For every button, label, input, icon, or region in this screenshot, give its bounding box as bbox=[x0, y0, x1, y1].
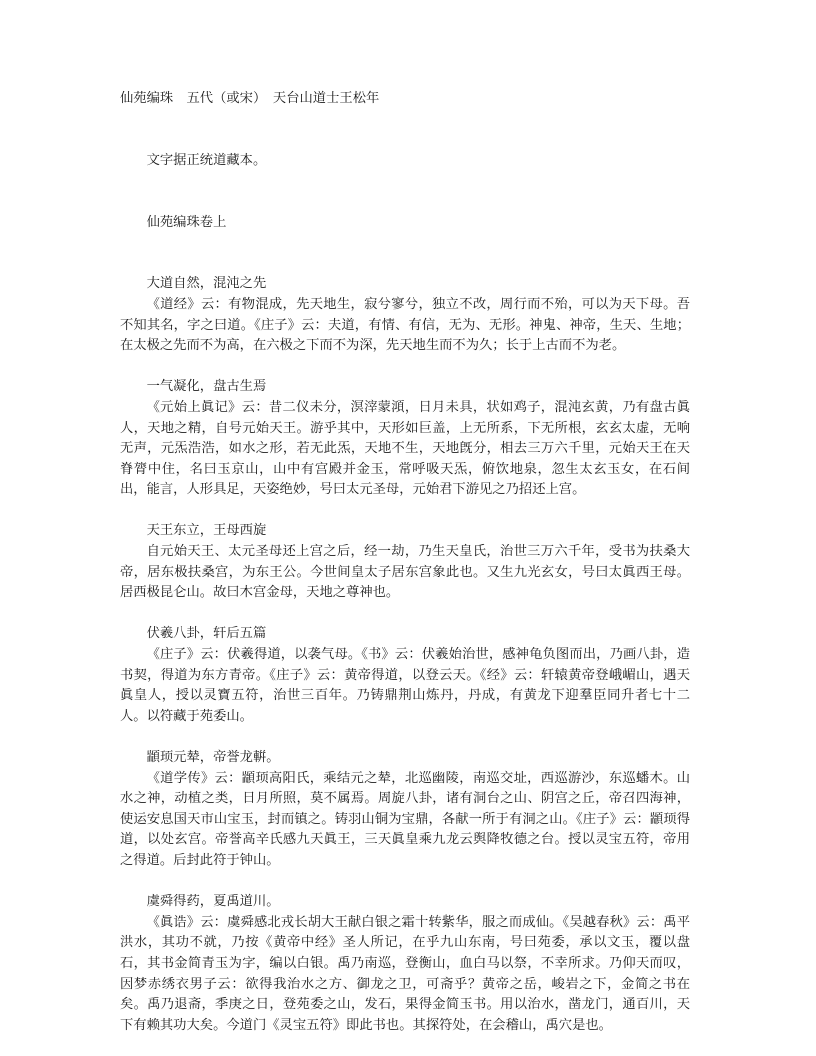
section-heading: 虞舜得药，夏禹道川。 bbox=[146, 893, 280, 909]
section-paragraph: 《道学传》云：顓顼高阳氏，乘结元之辇，北巡幽陵，南巡交址，西巡游沙，东巡蟠木。山水之神，动植之类，日月所照，莫不属焉。周旋八卦，诸有洞台之山、阴宫之丘，帝召四海神，使运安息国天市山宝玉，封而镇之。铸羽山铜为宝鼎，各献一所于有洞之山。《庄子》云：顓顼得道，以处玄宫。帝誉高辛氏感九天眞王，三天眞皇乘九龙云舆降牧德之台。授以灵宝五符，帝用之得道。后封此符于钟山。 bbox=[120, 769, 690, 867]
section-paragraph: 《道经》云：有物混成，先天地生，寂兮寥兮，独立不改，周行而不殆，可以为天下母。吾不知其名，字之曰道。《庄子》云：夫道，有情、有信，无为、无形。神鬼、神帝，生天、生地；在太极之先而不为高，在六极之下而不为深，先天地生而不为久；长于上古而不为老。 bbox=[120, 295, 690, 353]
section-paragraph: 《元始上眞记》云：昔二仪未分，溟滓蒙澒，日月未具，状如鸡子，混沌玄黄，乃有盘古眞人，天地之精，自号元始天王。游乎其中，天形如巨盖，上无所系，下无所根，玄玄太虚，无响无声，元炁浩浩，如水之形，若无此炁，天地不生，天地旣分，相去三万六千里，元始天王在天脊膂中住，名曰玉京山，山中有宫殿并金玉，常呼吸天炁，俯饮地泉，忽生太玄玉女，在石间出，能言，人形具足，天姿绝妙，号曰太元圣母，元始君下游见之乃招还上宫。 bbox=[120, 398, 690, 497]
section-yushun-deyao bbox=[120, 891, 690, 1035]
blank-line bbox=[120, 253, 690, 274]
section-paragraph: 《庄子》云：伏羲得道，以袭气母。《书》云：伏羲始治世，感神龟负图而出，乃画八卦，造书契，得道为东方青帝。《庄子》云：黄帝得道，以登云天。《经》云：轩辕黄帝登峨嵋山，遇天眞皇人，授以灵寶五符，治世三百年。乃铸鼎荆山炼丹，丹成，有黄龙下迎羣臣同升者七十二人。以符藏于苑委山。 bbox=[120, 646, 690, 723]
section-dadao-ziran bbox=[120, 273, 690, 355]
section-heading: 一气凝化，盘古生焉 bbox=[146, 378, 267, 394]
section-heading: 顓顼元辇，帝誉龙輧。 bbox=[146, 749, 280, 764]
section-zhuanxu-yuannian bbox=[120, 747, 690, 871]
blank-line bbox=[120, 109, 690, 130]
blank-line bbox=[120, 232, 690, 253]
document-title-line: 仙苑编珠 五代（或宋） 天台山道士王松年 bbox=[120, 90, 380, 105]
section-fuxi-bagua bbox=[120, 623, 690, 726]
section-yiqi-ninghua bbox=[120, 376, 690, 500]
section-heading: 伏羲八卦，轩后五篇 bbox=[146, 625, 267, 641]
blank-line bbox=[120, 191, 690, 212]
section-heading: 天王东立，王母西旋 bbox=[146, 522, 267, 538]
section-heading: 大道自然，混沌之先 bbox=[146, 275, 267, 291]
blank-line bbox=[120, 129, 690, 150]
section-paragraph: 自元始天王、太元圣母还上宫之后，经一劫，乃生天皇氏，治世三万六千年，受书为扶桑大帝，居东极扶桑宫，为东王公。今世间皇太子居东宫象此也。又生九光玄女，号曰太眞西王母。居西极昆仑山。故曰木宫金母，天地之尊神也。 bbox=[120, 543, 690, 600]
document-body bbox=[120, 88, 690, 1035]
source-note: 文字据正统道藏本。 bbox=[146, 151, 267, 167]
section-paragraph: 《眞诰》云：虞舜感北戎长胡大王献白银之霜十转紫华，服之而成仙。《吴越春秋》云：禹平洪水，其功不就，乃按《黄帝中经》圣人所记，在乎九山东南，号曰苑委，承以文玉，覆以盘石，其书金简青玉为字，编以白银。禹乃南巡，登衡山，血白马以祭，不幸所求。乃仰天而叹，因梦赤绣衣男子云：欲得我治水之方、御龙之卫，可斋乎？黄帝之岳，峻岩之下，金简之书在矣。禹乃退斋，季庚之日，登苑委之山，发石，果得金简玉书。用以治水，凿龙门，通百川，天下有赖其功大矣。今道门《灵宝五符》即此书也。其探符处，在会稽山，禹穴是也。 bbox=[120, 913, 690, 1032]
blank-line bbox=[120, 170, 690, 191]
section-tianwang-dongli bbox=[120, 520, 690, 602]
volume-heading: 仙苑编珠卷上 bbox=[146, 213, 227, 229]
